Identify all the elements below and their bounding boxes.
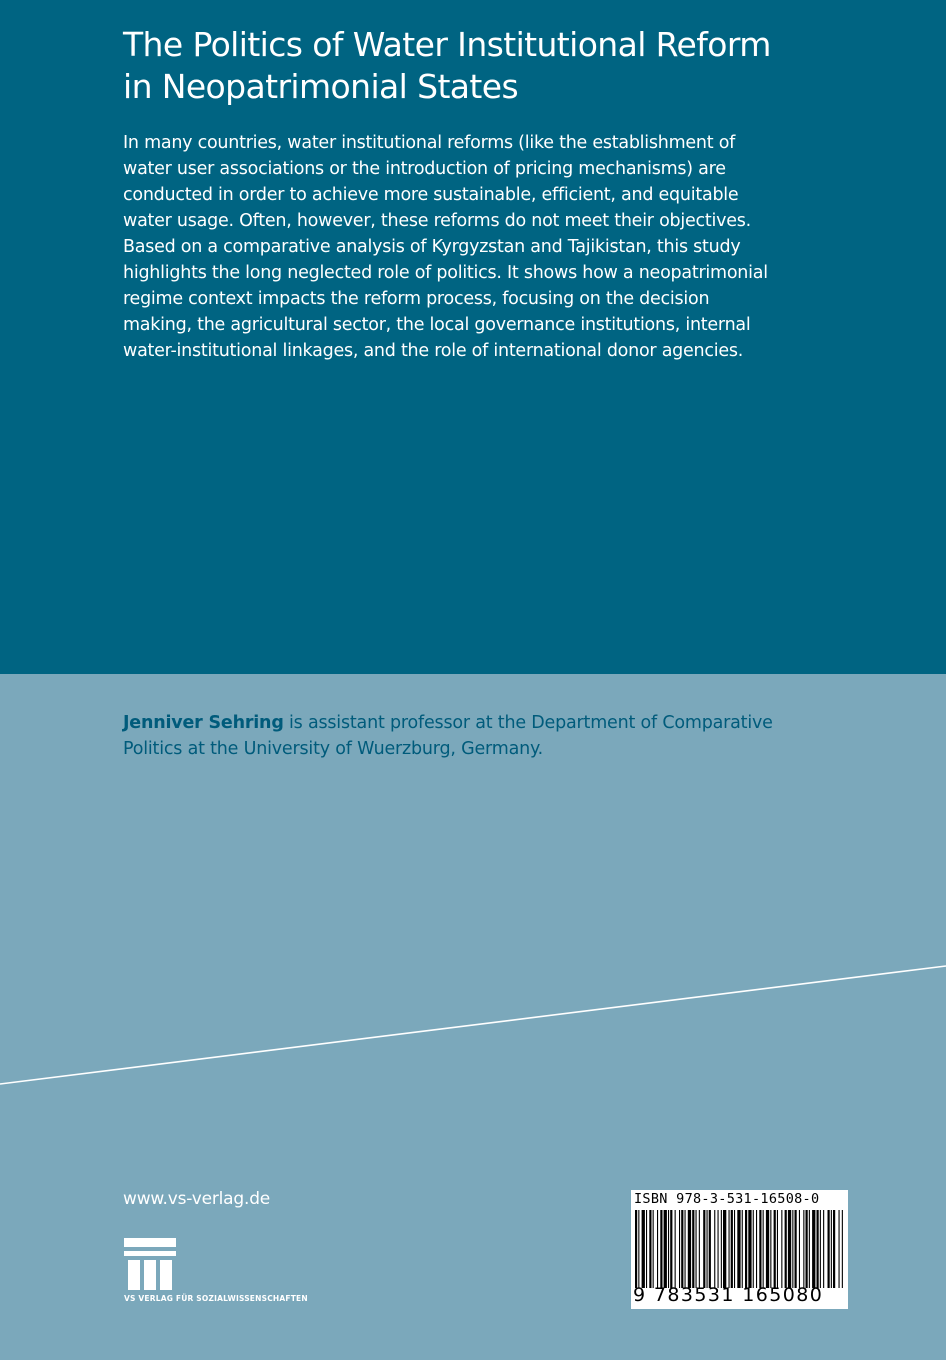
barcode-stripe	[660, 1210, 662, 1288]
barcode-stripe	[709, 1210, 711, 1288]
barcode-stripe	[653, 1210, 654, 1288]
ean-digits: 9 783531 165080	[633, 1284, 824, 1306]
barcode-stripe	[833, 1210, 835, 1288]
barcode-stripe	[668, 1210, 669, 1288]
barcode-stripe	[718, 1210, 719, 1288]
barcode-stripe	[785, 1210, 787, 1288]
barcode-stripe	[723, 1210, 726, 1288]
barcode-stripe	[731, 1210, 733, 1288]
top-panel	[0, 0, 946, 674]
author-name: Jenniver Sehring	[123, 713, 284, 733]
blurb-line: highlights the long neglected role of politics. It shows how a neopatrimonial	[123, 263, 768, 283]
barcode-stripe	[685, 1210, 686, 1288]
book-title	[123, 24, 883, 108]
barcode-stripe	[681, 1210, 683, 1288]
barcode-icon	[635, 1210, 845, 1288]
barcode-stripe	[742, 1210, 743, 1288]
barcode-stripe	[699, 1210, 700, 1288]
barcode-stripe	[828, 1210, 830, 1288]
barcode-stripe	[817, 1210, 819, 1288]
blurb-line: Based on a comparative analysis of Kyrgyzstan and Tajikistan, this study	[123, 237, 741, 257]
blurb-line: water user associations or the introduction of pricing mechanisms) are	[123, 159, 726, 179]
barcode-stripe	[831, 1210, 832, 1288]
barcode-stripe	[664, 1210, 667, 1288]
publisher-website[interactable]: www.vs-verlag.de	[123, 1189, 271, 1209]
barcode-stripe	[714, 1210, 715, 1288]
isbn-text: ISBN 978-3-531-16508-0	[634, 1191, 820, 1207]
barcode-stripe	[679, 1210, 680, 1288]
author-bio-line-2: Politics at the University of Wuerzburg, Germany.	[123, 739, 544, 759]
barcode-stripe	[753, 1210, 754, 1288]
barcode-stripe	[688, 1210, 691, 1288]
barcode-stripe	[766, 1210, 769, 1288]
barcode-stripe	[670, 1210, 672, 1288]
barcode-stripe	[703, 1210, 705, 1288]
barcode-stripe	[638, 1210, 639, 1288]
book-description	[123, 130, 843, 364]
barcode-stripe	[745, 1210, 747, 1288]
barcode-stripe	[642, 1210, 645, 1288]
barcode-stripe	[748, 1210, 751, 1288]
blurb-line: In many countries, water institutional reforms (like the establishment of	[123, 133, 736, 153]
barcode-stripe	[803, 1210, 804, 1288]
barcode-stripe	[795, 1210, 797, 1288]
barcode-stripe	[737, 1210, 740, 1288]
barcode-stripe	[823, 1210, 824, 1288]
author-bio-line-1	[123, 710, 843, 736]
barcode-stripe	[763, 1210, 764, 1288]
barcode-stripe	[799, 1210, 800, 1288]
barcode-stripe	[809, 1210, 810, 1288]
author-bio-text: is assistant professor at the Department of Comparative	[283, 713, 773, 733]
barcode-stripe	[839, 1210, 840, 1288]
title-line-1: The Politics of Water Institutional Reform	[123, 25, 771, 64]
barcode-stripe	[657, 1210, 658, 1288]
blurb-line: making, the agricultural sector, the local governance institutions, internal	[123, 315, 751, 335]
barcode-stripe	[812, 1210, 815, 1288]
barcode-stripe	[707, 1210, 708, 1288]
barcode-stripe	[729, 1210, 730, 1288]
barcode-stripe	[734, 1210, 735, 1288]
barcode-label	[631, 1190, 848, 1309]
barcode-stripe	[675, 1210, 676, 1288]
barcode-stripe	[792, 1210, 793, 1288]
barcode-stripe	[777, 1210, 778, 1288]
blurb-line: water usage. Often, however, these reforms do not meet their objectives.	[123, 211, 751, 231]
blurb-line: conducted in order to achieve more sustainable, efficient, and equitable	[123, 185, 739, 205]
diagonal-divider-line	[0, 960, 946, 1090]
barcode-stripe	[646, 1210, 647, 1288]
barcode-stripe	[759, 1210, 761, 1288]
barcode-stripe	[781, 1210, 782, 1288]
title-line-2: in Neopatrimonial States	[123, 67, 519, 106]
barcode-stripe	[806, 1210, 808, 1288]
barcode-stripe	[842, 1210, 843, 1288]
barcode-stripe	[774, 1210, 776, 1288]
blurb-line: water-institutional linkages, and the role of international donor agencies.	[123, 341, 744, 361]
barcode-stripe	[635, 1210, 637, 1288]
barcode-stripe	[649, 1210, 651, 1288]
barcode-stripe	[696, 1210, 697, 1288]
barcode-stripe	[692, 1210, 694, 1288]
barcode-stripe	[820, 1210, 821, 1288]
barcode-stripe	[788, 1210, 791, 1288]
barcode-stripe	[770, 1210, 771, 1288]
blurb-line: regime context impacts the reform process, focusing on the decision	[123, 289, 710, 309]
publisher-logo-caption: VS VERLAG FÜR SOZIALWISSENSCHAFTEN	[124, 1294, 308, 1303]
barcode-stripe	[756, 1210, 757, 1288]
barcode-stripe	[721, 1210, 722, 1288]
author-bio	[123, 710, 843, 762]
